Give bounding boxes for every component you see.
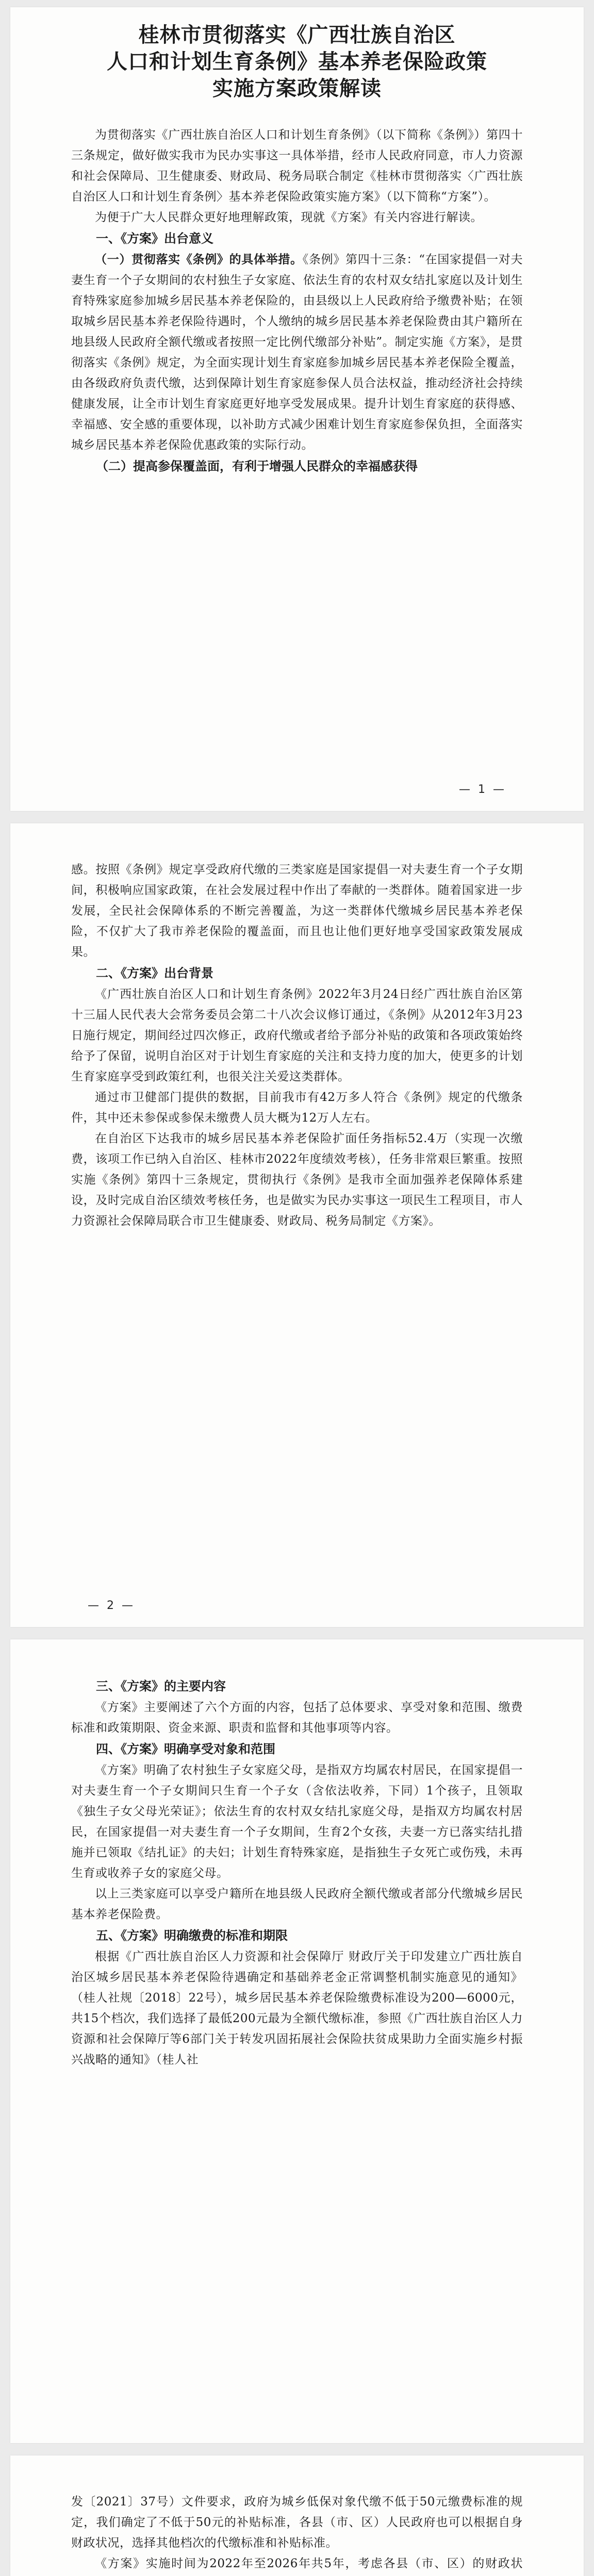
page-1-content [71,22,523,477]
section-2-text-1: 《广西壮族自治区人口和计划生育条例》2022年3月24日经广西壮族自治区第十三届人民代表大会常务委员会第二十八次会议修订通过，《条例》从2012年3月23日施行规定，期间经过四次修正，政府代缴或者给予部分补贴的政策和各项政策始终给予了保留，说明自治区对于计划生育家庭的关注和支持力度的加大，使更多的计划生育家庭享受到政策红利，也很关注关爱这类群体。 [71,988,523,1083]
title-line-1: 桂林市贯彻落实《广西壮族自治区 [138,23,456,47]
section-4-text-1: 《方案》明确了农村独生子女家庭父母，是指双方均属农村居民，在国家提倡一对夫妻生育一个子女期间只生育一个子女（含依法收养，下同）1个孩子，且领取《独生子女父母光荣证》；依法生育的农村双女结扎家庭父母，是指双方均属农村居民，在国家提倡一对夫妻生育一个子女期间，生育2个女孩，夫妻一方已落实结扎措施并已领取《结扎证》的夫妇；计划生育特殊家庭，是指独生子女死亡或伤残，未再生育或收养子女的家庭父母。 [71,1764,523,1880]
section-heading-1: 一、《方案》出台意义 [96,231,213,246]
title-line-2: 人口和计划生育条例》基本养老保险政策 [107,49,487,74]
intro-paragraph: 为贯彻落实《广西壮族自治区人口和计划生育条例》（以下简称《条例》）第四十三条规定，做好做实我市为民办实事这一具体举措，经市人民政府同意，市人力资源和社会保障局、卫生健康委、财政局、税务局联合制定《桂林市贯彻落实〈广西壮族自治区人口和计划生育条例〉基本养老保险政策实施方案》（以下简称“方案”）。 [71,128,523,204]
section-2-text-3: 在自治区下达我市的城乡居民基本养老保险扩面任务指标52.4万（实现一次缴费，该项工作已纳入自治区、桂林市2022年度绩效考核），任务非常艰巨繁重。按照实施《条例》第四十三条规定，贯彻执行《条例》是我市全面加强养老保障体系建设，及时完成自治区绩效考核任务，也是做实为民办实事这一项民生工程项目，市人力资源社会保障局联合市卫生健康委、财政局、税务局制定《方案》。 [71,1132,523,1228]
intro-paragraph-2: 为便于广大人民群众更好地理解政策，现就《方案》有关内容进行解读。 [95,211,483,224]
section-3-text: 《方案》主要阐述了六个方面的内容，包括了总体要求、享受对象和范围、缴费标准和政策期限、资金来源、职责和监督和其他事项等内容。 [71,1701,523,1735]
page-3-content [71,1675,523,2070]
page-1 [10,7,584,811]
section-heading-2: 二、《方案》出台背景 [96,966,213,980]
page-number-2: — 2 — [88,1599,135,1612]
page-4 [10,2455,584,2576]
page-2 [10,823,584,1627]
title-line-3: 实施方案政策解读 [212,76,382,100]
section-1-2-heading: （二）提高参保覆盖面，有利于增强人民群众的幸福感获得 [96,459,418,473]
section-1-1-text: 《条例》第四十三条：“在国家提倡一对夫妻生育一个子女期间的农村独生子女家庭、依法生育的农村双女结扎家庭以及计划生育特殊家庭参加城乡居民基本养老保险的，由县级以上人民政府给予缴费补贴；在领取城乡居民基本养老保险待遇时，个人缴纳的城乡居民基本养老保险费由其户籍所在地县级人民政府全额代缴或者按照一定比例代缴部分补贴”。制定实施《方案》，是贯彻落实《条例》规定，为全面实现计划生育家庭参加城乡居民基本养老保险全覆盖，由各级政府负责代缴，达到保障计划生育家庭参保人员合法权益，推动经济社会持续健康发展，让全市计划生育家庭更好地享受发展成果。提升计划生育家庭的获得感、幸福感、安全感的重要体现，以补助方式减少困难计划生育家庭参保负担，全面落实城乡居民基本养老保险优惠政策的实际行动。 [71,253,523,452]
section-2-text-2: 通过市卫健部门提供的数据，目前我市有42万多人符合《条例》规定的代缴条件，其中还未参保或参保未缴费人员大概为12万人左右。 [71,1091,523,1125]
section-5-text: 根据《广西壮族自治区人力资源和社会保障厅 财政厅关于印发建立广西壮族自治区城乡居民基本养老保险待遇确定和基础养老金正常调整机制实施意见的通知》（桂人社规〔2018〕22号），城乡居民基本养老保险缴费标准设为200—6000元，共15个档次，我们选择了最低200元最为全额代缴标准，参照《广西壮族自治区人力资源和社会保障厅等6部门关于转发巩固拓展社会保险扶贫成果助力全面实施乡村振兴战略的通知》（桂人社 [71,1950,523,2066]
section-heading-5: 五、《方案》明确缴费的标准和期限 [96,1928,288,1943]
section-1-1 [71,249,523,455]
page-3 [10,1639,584,2443]
section-heading-3: 三、《方案》的主要内容 [96,1679,226,1693]
section-1-2-continued: 感。按照《条例》规定享受政府代缴的三类家庭是国家提倡一对夫妻生育一个子女期间，积极响应国家政策，在社会发展过程中作出了奉献的一类群体。随着国家进一步发展，全民社会保障体系的不断完善覆盖，为这一类群体代缴城乡居民基本养老保险，不仅扩大了我市养老保险的覆盖面，而且也让他们更好地享受国家政策发展成果。 [71,863,523,959]
document-title [71,22,523,102]
section-5-continued: 发〔2021〕37号）文件要求，政府为城乡低保对象代缴不低于50元缴费标准的规定，我们确定了不低于50元的补贴标准，各县（市、区）人民政府也可以根据自身财政状况，选择其他档次的代缴标准和补贴标准。 [71,2495,523,2550]
page-2-content [71,859,523,1231]
page-number-1: — 1 — [459,783,506,796]
section-heading-4: 四、《方案》明确享受对象和范围 [96,1742,275,1756]
section-4-text-2: 以上三类家庭可以享受户籍所在地县级人民政府全额代缴或者部分代缴城乡居民基本养老保险费。 [71,1887,523,1921]
page-4-content [71,2492,523,2576]
section-1-1-heading: （一）贯彻落实《条例》的具体举措。 [95,252,303,266]
section-5-text-2: 《方案》实施时间为2022年至2026年共5年，考虑各县（市、区）的财政状 [95,2557,523,2570]
